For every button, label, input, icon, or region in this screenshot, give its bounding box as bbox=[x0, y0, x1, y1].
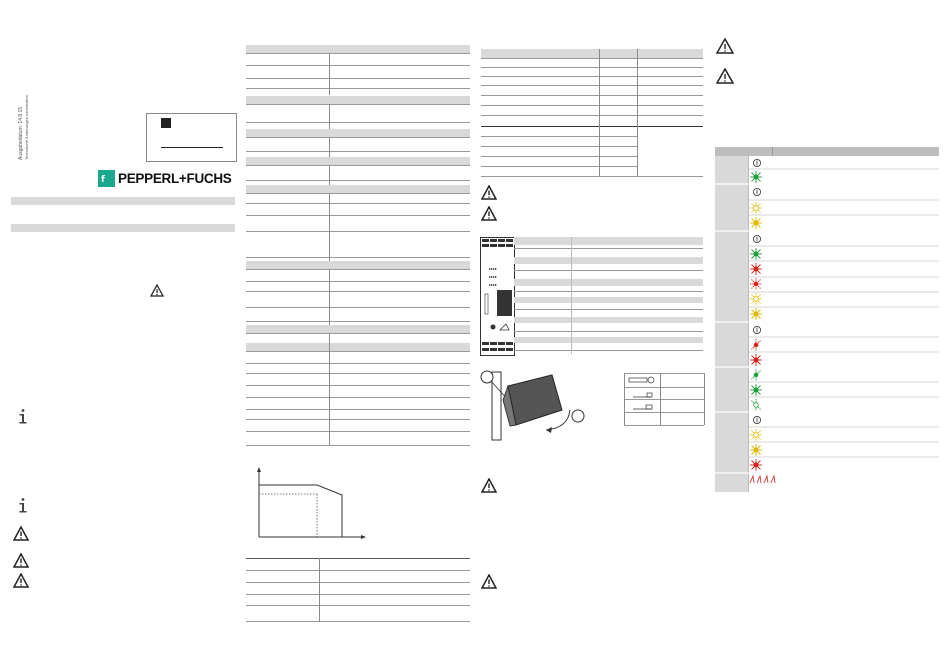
warning-icon bbox=[716, 38, 734, 59]
red-led-icon bbox=[750, 278, 762, 290]
warning-icon bbox=[13, 573, 29, 593]
mounting-diagram bbox=[478, 368, 588, 448]
red-led-flash-icon bbox=[750, 354, 762, 366]
svg-text:f: f bbox=[101, 175, 105, 185]
svg-text:▸▸▸▸: ▸▸▸▸ bbox=[489, 266, 498, 271]
led-status-table bbox=[715, 147, 939, 492]
red-led-row-icon bbox=[749, 475, 779, 485]
bottom-table bbox=[246, 558, 470, 622]
power-led-icon bbox=[752, 325, 762, 335]
yellow-led-flash-icon bbox=[750, 217, 762, 229]
warning-icon bbox=[150, 284, 164, 302]
issue-date-label: Ausgabedatum: 14.8.15 bbox=[18, 106, 24, 160]
info-icon bbox=[16, 408, 30, 430]
green-led-flash-icon bbox=[750, 384, 762, 396]
issue-sub-label: Technische Änderungen vorbehalten bbox=[24, 95, 29, 160]
section-band-1 bbox=[11, 197, 235, 205]
yellow-led-icon bbox=[750, 202, 762, 214]
label-divider bbox=[161, 147, 223, 148]
power-led-icon bbox=[752, 234, 762, 244]
product-label-box bbox=[146, 113, 237, 162]
warning-icon bbox=[481, 478, 497, 498]
section-band-2 bbox=[11, 224, 235, 232]
red-led-flash-icon bbox=[750, 459, 762, 471]
info-icon bbox=[16, 497, 30, 519]
yellow-led-flash-icon bbox=[750, 308, 762, 320]
warning-icon bbox=[13, 553, 29, 573]
yellow-led-flash-icon bbox=[750, 444, 762, 456]
connector-table bbox=[624, 373, 704, 425]
yellow-led-icon bbox=[750, 429, 762, 441]
warning-icon bbox=[481, 185, 497, 205]
brand-logo-mark bbox=[98, 170, 115, 187]
spec-table bbox=[246, 45, 470, 447]
panel-legend-table bbox=[514, 237, 703, 354]
right-table bbox=[481, 49, 703, 177]
svg-text:▸▸▸▸: ▸▸▸▸ bbox=[489, 282, 498, 287]
warning-icon bbox=[716, 68, 734, 89]
warning-icon bbox=[481, 574, 497, 594]
green-led-icon bbox=[750, 369, 762, 381]
warning-icon bbox=[481, 206, 497, 226]
svg-text:▸▸▸▸: ▸▸▸▸ bbox=[489, 274, 498, 279]
power-led-icon bbox=[752, 158, 762, 168]
warning-icon bbox=[13, 526, 29, 546]
red-led-icon bbox=[750, 339, 762, 351]
power-led-icon bbox=[752, 415, 762, 425]
small-logo-icon bbox=[161, 118, 171, 128]
power-led-icon bbox=[752, 187, 762, 197]
green-led-flash-icon bbox=[750, 171, 762, 183]
green-led-flash-icon bbox=[750, 248, 762, 260]
red-led-flash-icon bbox=[750, 263, 762, 275]
brand-logo-text: PEPPERL+FUCHS bbox=[118, 171, 232, 186]
green-led-icon bbox=[750, 399, 762, 411]
device-front-panel bbox=[480, 237, 515, 356]
derating-graph bbox=[250, 466, 370, 547]
yellow-led-icon bbox=[750, 293, 762, 305]
